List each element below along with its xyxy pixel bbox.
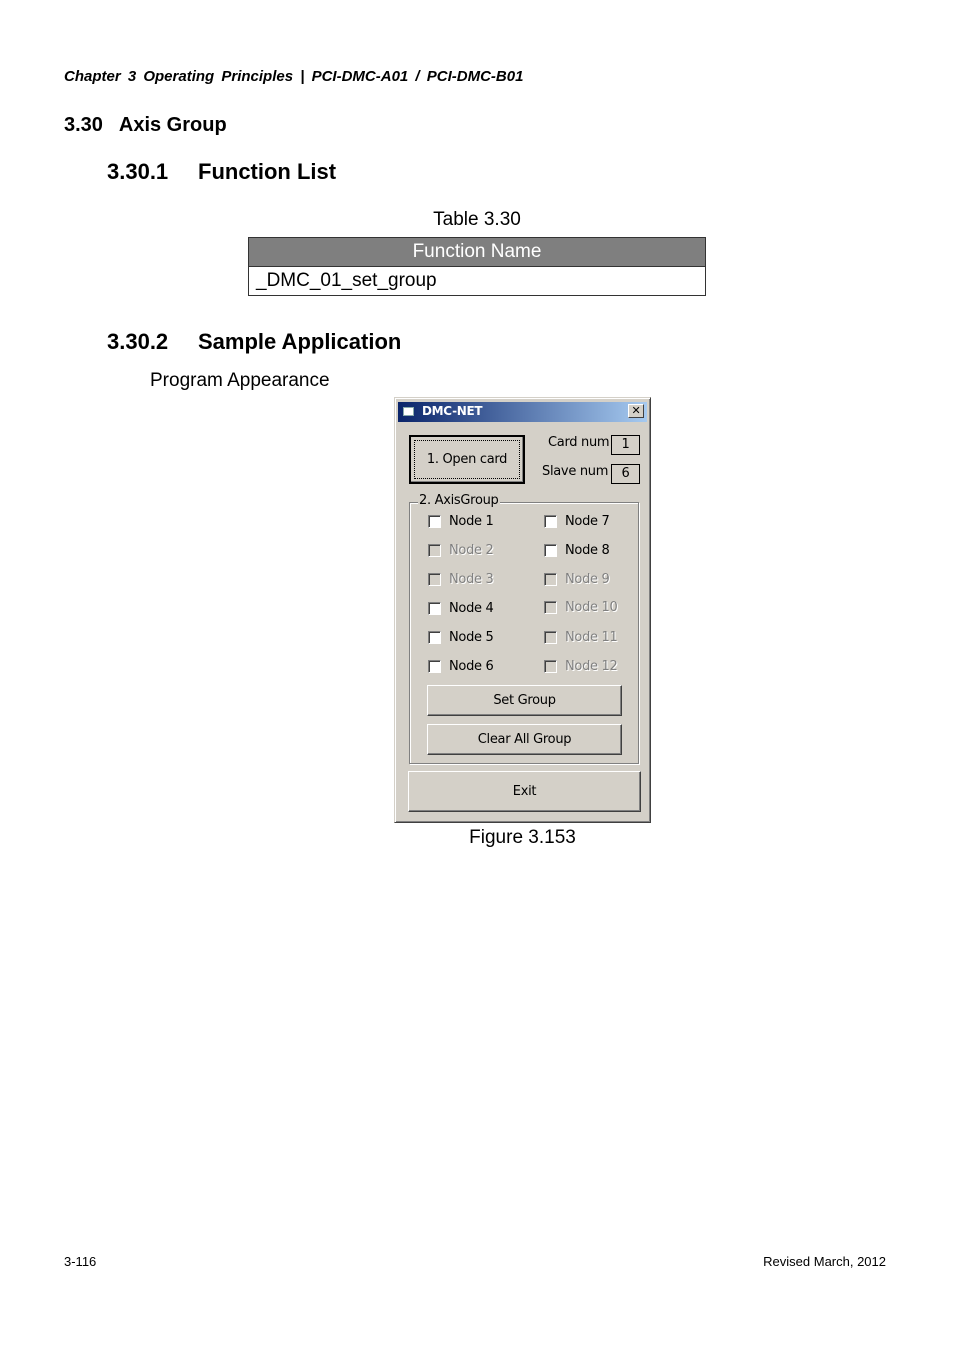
node-5-checkbox[interactable] [428, 629, 494, 645]
subsection-heading-sample-application [107, 329, 401, 355]
checkbox-box [544, 660, 557, 673]
subsection-title: Sample Application [198, 329, 402, 354]
checkbox-box [428, 631, 441, 644]
section-title: Axis Group [118, 114, 227, 136]
table-caption: Table 3.30 [433, 209, 521, 230]
axis-group-label: 2. AxisGroup [419, 493, 499, 508]
node-6-checkbox[interactable] [428, 658, 494, 674]
checkbox-box [544, 573, 557, 586]
subsection-number: 3.30.1 [107, 159, 169, 184]
checkbox-label: Node 8 [565, 542, 610, 558]
node-8-checkbox[interactable] [544, 542, 610, 558]
node-1-checkbox[interactable] [428, 513, 494, 529]
node-7-checkbox[interactable] [544, 513, 610, 529]
checkbox-box [544, 601, 557, 614]
figure-caption: Figure 3.153 [469, 827, 576, 848]
subsection-title: Function List [198, 159, 337, 184]
dialog-title-bar[interactable] [398, 402, 647, 422]
card-num-label: Card num [548, 435, 610, 450]
subsection-number: 3.30.2 [107, 329, 169, 354]
dialog-title: DMC-NET [422, 404, 483, 418]
card-num-field[interactable]: 1 [611, 435, 640, 455]
subsection-heading-function-list [107, 159, 336, 185]
table-row [249, 267, 706, 296]
checkbox-box [428, 573, 441, 586]
dmc-net-dialog [394, 397, 651, 823]
slave-num-label: Slave num [542, 464, 609, 479]
checkbox-label: Node 1 [449, 513, 494, 529]
checkbox-label: Node 10 [565, 599, 618, 615]
checkbox-label: Node 9 [565, 571, 610, 587]
checkbox-label: Node 7 [565, 513, 610, 529]
open-card-button[interactable] [409, 435, 525, 484]
checkbox-box [544, 515, 557, 528]
checkbox-label: Node 2 [449, 542, 494, 558]
set-group-button[interactable]: Set Group [427, 685, 622, 716]
checkbox-box [428, 544, 441, 557]
checkbox-box [428, 515, 441, 528]
table-cell: _DMC_01_set_group [249, 267, 706, 296]
page-number: 3-116 [64, 1254, 97, 1269]
checkbox-box [544, 631, 557, 644]
node-9-checkbox[interactable] [544, 571, 610, 587]
node-10-checkbox[interactable] [544, 599, 618, 615]
checkbox-label: Node 11 [565, 629, 618, 645]
node-11-checkbox[interactable] [544, 629, 618, 645]
checkbox-label: Node 6 [449, 658, 494, 674]
checkbox-box [544, 544, 557, 557]
exit-button[interactable]: Exit [408, 771, 641, 812]
section-number: 3.30 [64, 114, 103, 136]
node-4-checkbox[interactable] [428, 600, 494, 616]
function-table [248, 237, 706, 296]
program-appearance-text: Program Appearance [150, 370, 330, 391]
close-icon[interactable]: ✕ [628, 404, 644, 418]
app-icon [403, 407, 414, 416]
node-2-checkbox[interactable] [428, 542, 494, 558]
checkbox-label: Node 5 [449, 629, 494, 645]
checkbox-label: Node 12 [565, 658, 618, 674]
section-heading [64, 114, 227, 137]
node-3-checkbox[interactable] [428, 571, 494, 587]
open-card-label: 1. Open card [426, 452, 508, 467]
checkbox-label: Node 3 [449, 571, 494, 587]
node-12-checkbox[interactable] [544, 658, 618, 674]
checkbox-box [428, 660, 441, 673]
checkbox-label: Node 4 [449, 600, 494, 616]
running-header: Chapter 3 Operating Principles | PCI-DMC-A01 / PCI-DMC-B01 [64, 68, 524, 85]
table-header-cell: Function Name [249, 238, 706, 267]
focus-rectangle [414, 440, 520, 479]
clear-all-group-button[interactable]: Clear All Group [427, 724, 622, 755]
revision-date: Revised March, 2012 [763, 1254, 886, 1269]
checkbox-box [428, 602, 441, 615]
slave-num-field[interactable]: 6 [611, 464, 640, 484]
